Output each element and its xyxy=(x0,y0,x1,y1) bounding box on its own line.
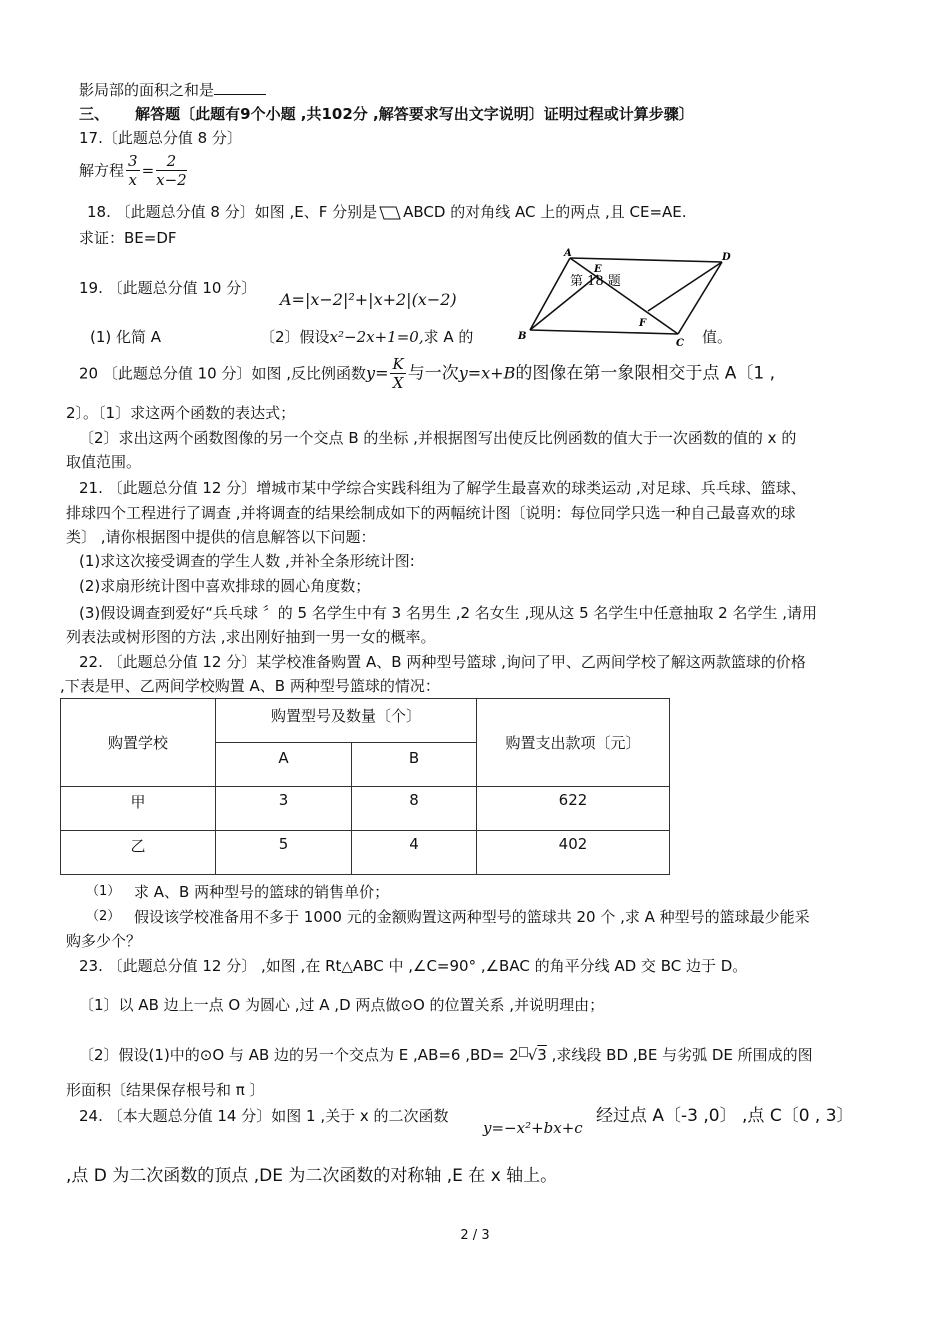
q22-line1: 22. 〔此题总分值 12 分〕某学校准备购置 A、B 两种型号篮球 ,询问了甲、乙两间学校了解这两款篮球的价格 xyxy=(79,653,806,671)
q17-head: 17.〔此题总分值 8 分〕 xyxy=(79,129,242,147)
q17-equation: 解方程 $\frac{3}{x}$ = $\frac{2}{x-2}$ xyxy=(79,152,187,189)
q22-line2: ,下表是甲、乙两间学校购置 A、B 两种型号篮球的情况： xyxy=(60,677,440,695)
section-heading: 三、 解答题〔此题有9个小题 ,共102分 ,解答要求写出文字说明〕证明过程或计算步骤〕 xyxy=(79,105,694,123)
table-row xyxy=(61,787,670,831)
q19-head: 19. 〔此题总分值 10 分〕 xyxy=(79,279,257,297)
q21-line1: 21. 〔此题总分值 12 分〕增城市某中学综合实践科组为了解学生最喜欢的球类运动 ,对足球、兵乓球、篮球、 xyxy=(79,479,806,497)
edge-CB xyxy=(530,330,678,334)
q22-p1: 求 A、B 两种型号的篮球的销售单价； xyxy=(134,883,390,901)
cell-school: 甲 xyxy=(61,787,216,831)
q21-line2: 排球四个工程进行了调查 ,并将调查的结果绘制成如下的两幅统计图〔说明：每位同学只选一种自己最喜欢的球 xyxy=(66,504,796,522)
q22-p2-num: （2） xyxy=(86,909,121,924)
segment-DF xyxy=(648,262,722,311)
q21-sub1: (1)求这次接受调查的学生人数 ,并补全条形统计图: xyxy=(79,552,415,570)
q24-line2: ,点 D 为二次函数的顶点 ,DE 为二次函数的对称轴 ,E 在 x 轴上。 xyxy=(66,1166,558,1186)
cell-school: 乙 xyxy=(61,831,216,875)
cell-pay: 402 xyxy=(477,831,670,875)
diagonal-AC xyxy=(570,258,678,334)
q19-part1: (1) 化简 A xyxy=(90,328,162,346)
q24-tail: 经过点 A〔-3 ,0〕 ,点 C〔0 , 3〕 xyxy=(596,1106,854,1126)
q17-lhs-fraction: $\frac{3}{x}$ xyxy=(128,152,138,189)
header-model-a: A xyxy=(216,743,352,787)
edge-AD xyxy=(570,258,722,262)
label-C: C xyxy=(676,338,684,348)
q20-line4: 取值范围。 xyxy=(66,453,142,471)
cell-a: 5 xyxy=(216,831,352,875)
cell-pay: 622 xyxy=(477,787,670,831)
purchase-table xyxy=(60,698,670,875)
q22-p1-num: （1） xyxy=(86,884,121,899)
label-A: A xyxy=(564,248,572,259)
q19-part2: 〔2〕假设x²−2x+1=0,求 A 的 xyxy=(260,328,474,346)
edge-BA xyxy=(530,258,570,330)
q20-line1: 20 〔此题总分值 10 分〕如图 ,反比例函数y= $\frac{K}{X}$ 与一次y=x+B的图像在第一象限相交于点 A〔1 , xyxy=(79,355,775,392)
q17-rhs-fraction: $\frac{2}{x-2}$ xyxy=(156,152,187,189)
cell-b: 8 xyxy=(352,787,477,831)
edge-DC xyxy=(678,262,722,334)
q21-sub2: (2)求扇形统计图中喜欢排球的圆心角度数； xyxy=(79,577,371,595)
q21-sub3: (3)假设调查到爱好“兵乓球 〞的 5 名学生中有 3 名男生 ,2 名女生 ,现从这 5 名学生中任意抽取 2 名学生 ,请用 xyxy=(79,604,818,622)
figure-caption: 第 18 题 xyxy=(570,274,621,289)
parallelogram-icon xyxy=(379,206,401,220)
q22-p2: 假设该学校准备用不多于 1000 元的金额购置这两种型号的篮球共 20 个 ,求 A 种型号的篮球最少能采 xyxy=(134,908,810,926)
cell-a: 3 xyxy=(216,787,352,831)
q18-line2: 求证：BE=DF xyxy=(79,229,177,247)
table-row xyxy=(61,831,670,875)
header-payment: 购置支出款项〔元〕 xyxy=(477,699,670,787)
top-line: 影局部的面积之和是 xyxy=(79,80,266,100)
header-model-qty: 购置型号及数量〔个〕 xyxy=(216,699,477,743)
q24-head: 24. 〔本大题总分值 14 分〕如图 1 ,关于 x 的二次函数 xyxy=(79,1107,449,1125)
q22-p2b: 购多少个？ xyxy=(66,932,142,950)
q20-line2: 2〕。〔1〕求这两个函数的表达式； xyxy=(66,404,296,422)
page-number: 2 / 3 xyxy=(460,1228,490,1243)
q21-line3: 类〕 ,请你根据图中提供的信息解答以下问题： xyxy=(66,528,376,546)
q18-line1: 18. 〔此题总分值 8 分〕如图 ,E、F 分别是 ABCD 的对角线 AC 上的两点 ,且 CE=AE. xyxy=(87,203,687,221)
radical-index-box xyxy=(519,1047,528,1057)
label-E: E xyxy=(594,264,602,275)
label-D: D xyxy=(722,252,731,263)
q23-head: 23. 〔此题总分值 12 分〕 ,如图 ,在 Rt△ABC 中 ,∠C=90° ,∠BAC 的角平分线 AD 交 BC 边于 D。 xyxy=(79,957,748,975)
q19-part2-end: 值。 xyxy=(702,328,733,346)
q21-sub3b: 列表法或树形图的方法 ,求出刚好抽到一男一女的概率。 xyxy=(66,628,436,646)
q19-formula: A=|x−2|²+|x+2|(x−2) xyxy=(280,290,457,309)
q23-p2: 〔2〕假设(1)中的⊙O 与 AB 边的另一个交点为 E ,AB=6 ,BD= 2 √3 ,求线段 BD ,BE 与劣弧 DE 所围成的图 xyxy=(79,1046,813,1064)
cell-b: 4 xyxy=(352,831,477,875)
answer-blank xyxy=(214,80,266,95)
header-model-b: B xyxy=(352,743,477,787)
q20-line3: 〔2〕求出这两个函数图像的另一个交点 B 的坐标 ,并根据图写出使反比例函数的值大于一次函数的值的 x 的 xyxy=(79,429,797,447)
label-F: F xyxy=(639,318,647,329)
sqrt-symbol: √ xyxy=(527,1046,538,1064)
header-school: 购置学校 xyxy=(61,699,216,787)
q20-k-fraction: $\frac{K}{X}$ xyxy=(392,355,404,392)
label-B: B xyxy=(518,331,527,342)
q23-p2c: 形面积〔结果保存根号和 π 〕 xyxy=(66,1081,265,1099)
q24-formula: y=−x²+bx+c xyxy=(483,1119,583,1137)
q23-p1: 〔1〕以 AB 边上一点 O 为圆心 ,过 A ,D 两点做⊙O 的位置关系 ,并说明理由； xyxy=(79,996,605,1014)
